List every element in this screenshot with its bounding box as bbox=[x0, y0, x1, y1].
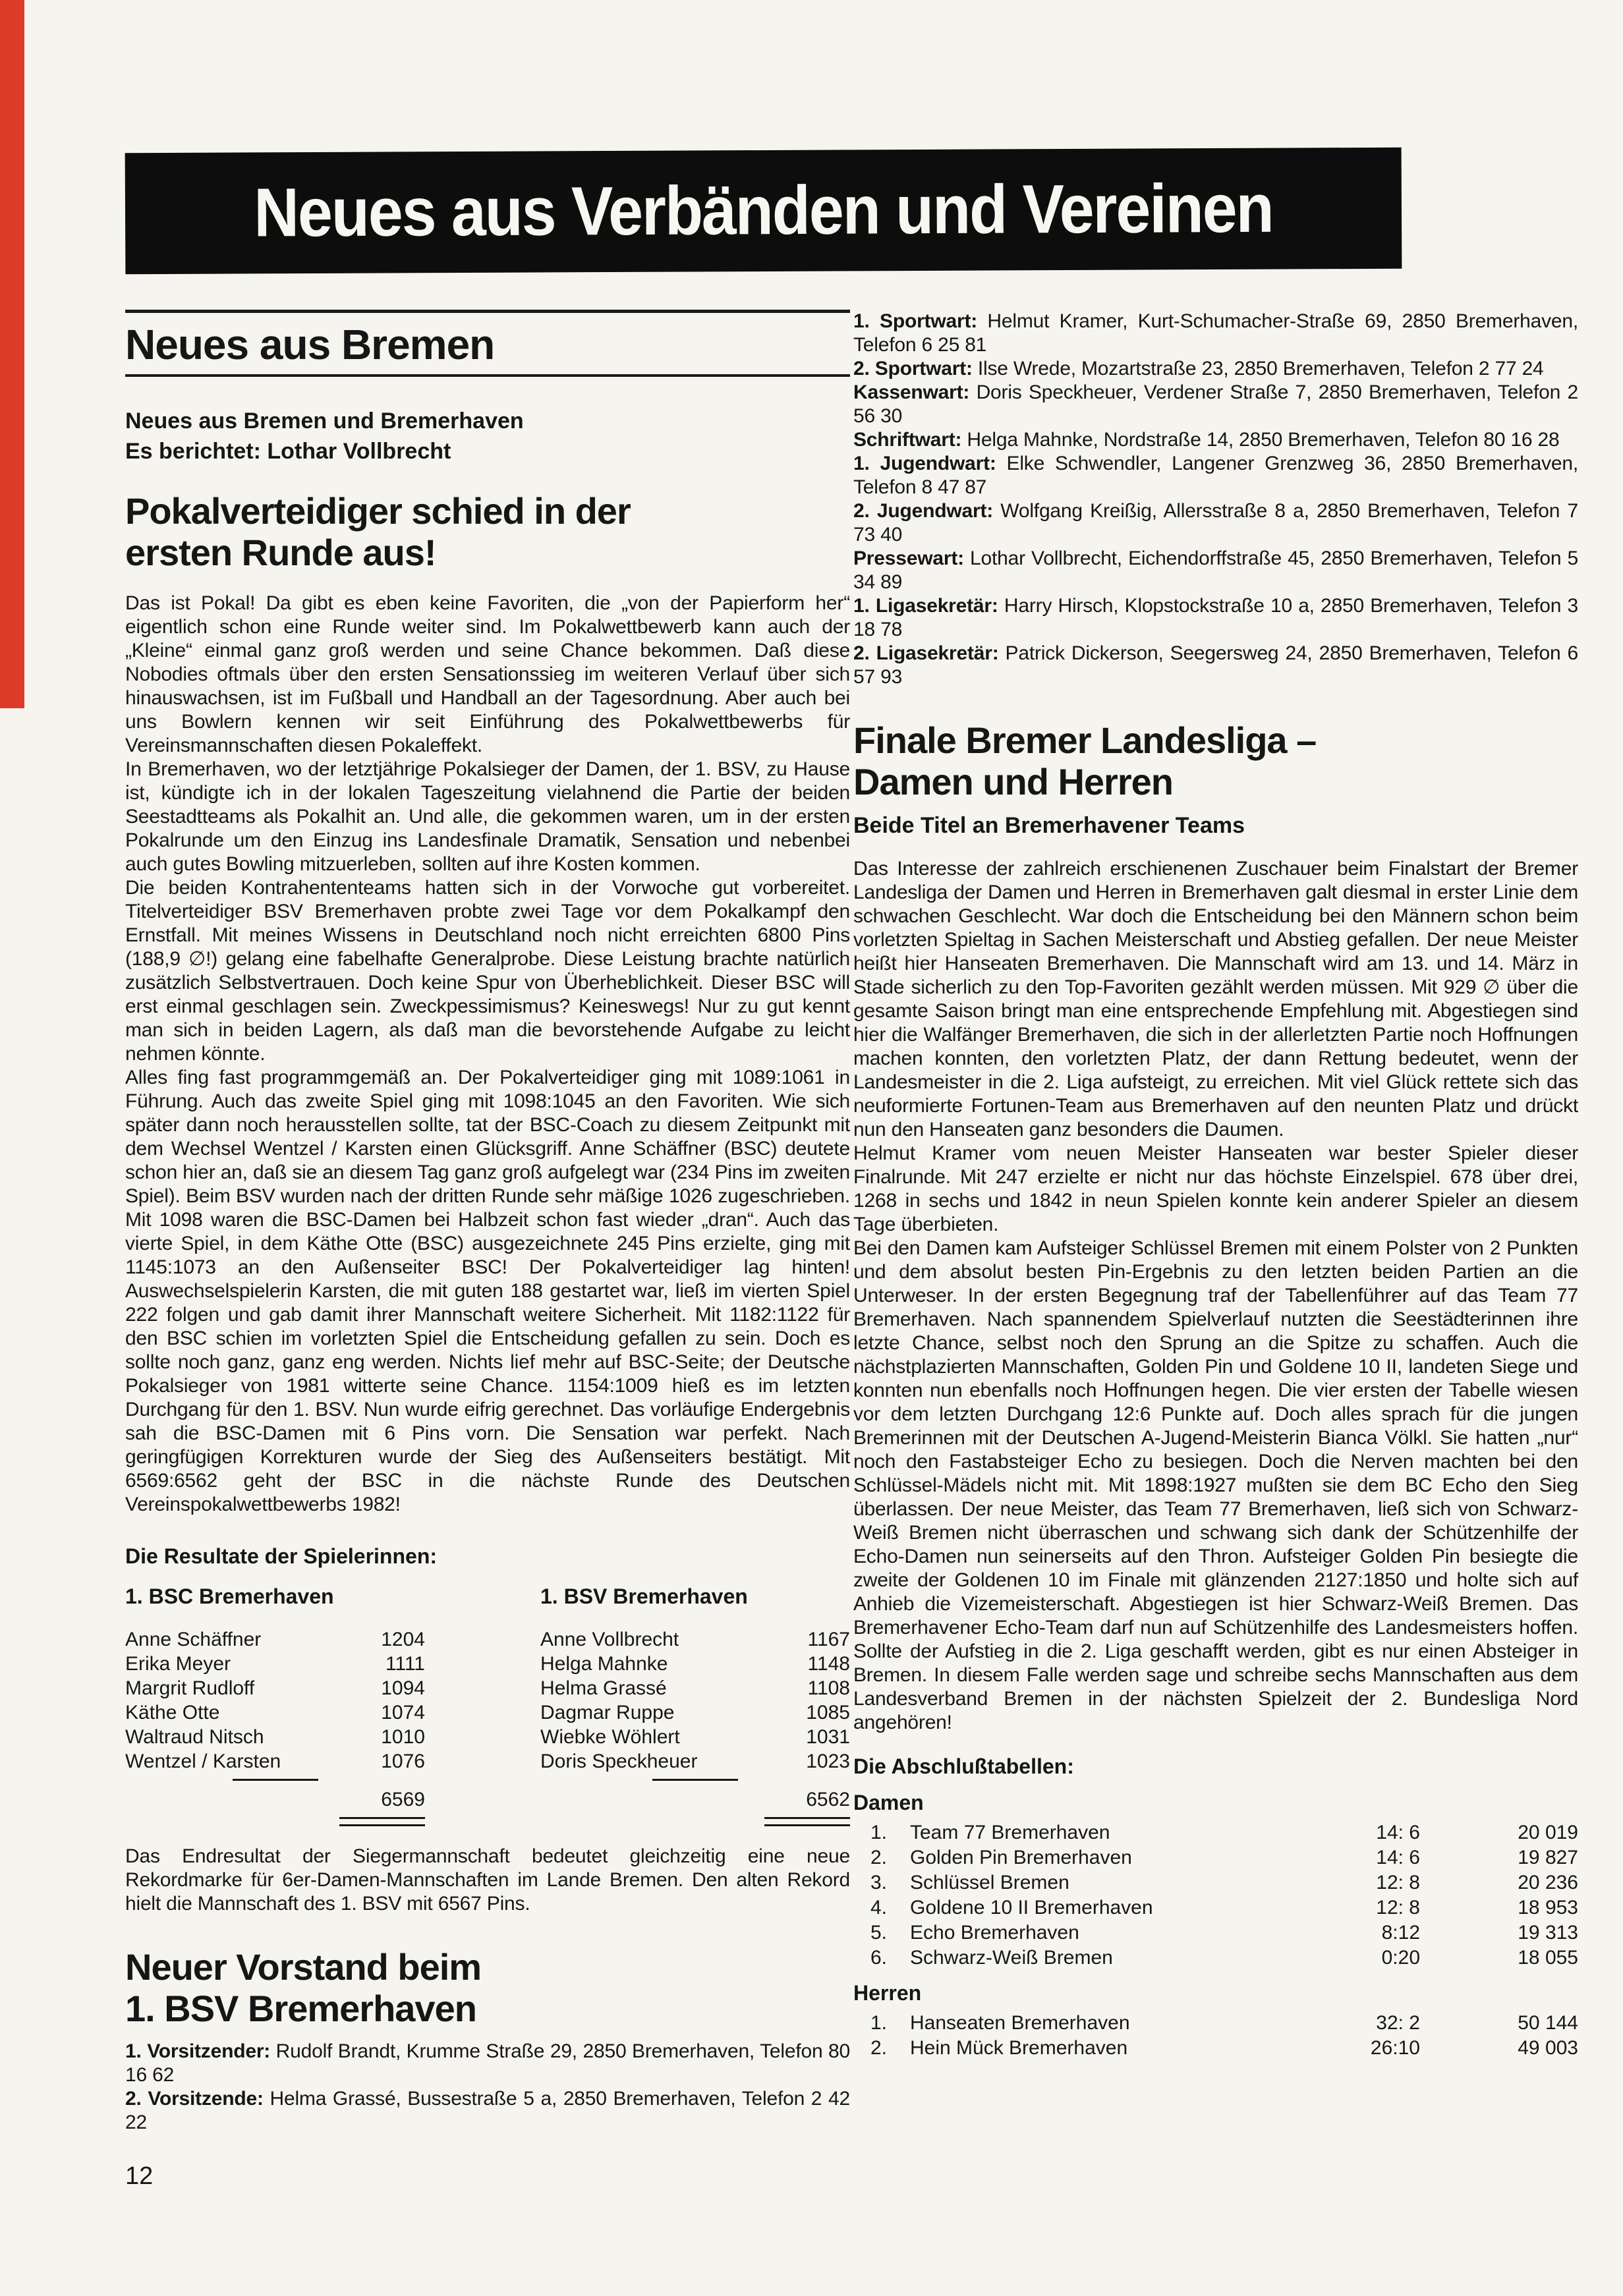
standings-pos: 2. bbox=[870, 2037, 888, 2059]
results-table-bsc bbox=[125, 1584, 425, 1826]
kicker-region: Neues aus Bremen und Bremerhaven bbox=[125, 408, 524, 434]
results-table-bsv bbox=[540, 1584, 850, 1826]
board-role: 1. Vorsitzender: bbox=[125, 2040, 271, 2063]
player-name: Käthe Otte bbox=[125, 1702, 220, 1724]
standings-pos: 1. bbox=[870, 2012, 888, 2034]
player-pins: 1085 bbox=[806, 1702, 850, 1724]
standings-pos: 3. bbox=[870, 1872, 888, 1893]
article1-headline bbox=[125, 490, 850, 573]
article2-headline bbox=[125, 1946, 850, 2029]
standings-row bbox=[853, 2011, 1578, 2036]
results-note bbox=[125, 1845, 850, 1916]
body-paragraph: Das ist Pokal! Da gibt es eben keine Favoriten, die „von der Papierform her“ eigentlich schon eine Runde weiter sind. Im Pokalwettbewerb kann auch der „Kleine“ einmal ganz groß werden und seine Chance bekommen. Daß diese Nobodies oftmals über den ersten Sensationssieg im weiteren Verlauf über sich hinauswachsen, ist im Fußball und Handball an der Tagesordnung. Aber auch bei uns Bowlern kennen wir seit Einführung des Pokalwettbewerbs für Vereinsmannschaften diesen Pokaleffekt. bbox=[125, 592, 850, 757]
player-pins: 1148 bbox=[807, 1653, 850, 1675]
official-role: 1. Jugendwart: bbox=[853, 453, 996, 474]
finale-headline bbox=[853, 719, 1578, 802]
standings-points: 8:12 bbox=[1381, 1922, 1420, 1944]
standings-pins: 50 144 bbox=[1518, 2012, 1578, 2034]
standings-team: Team 77 Bremerhaven bbox=[910, 1822, 1110, 1843]
body-paragraph: Das Interesse der zahlreich erschienenen Zuschauer beim Finalstart der Bremer Landesliga der Damen und Herren in Bremerhaven galt diesmal in erster Linie dem schwachen Geschlecht. War doch die Entscheidung bei den Männern schon beim vorletzten Spieltag in Sachen Meisterschaft und Abstieg gefallen. Der neue Meister heißt hier Hanseaten Bremerhaven. Die Mannschaft wird am 13. und 14. März in Stade sicherlich zu den Top-Favoriten gezählt werden müssen. Mit 929 ∅ über die gesamte Saison bringt man eine entsprechende Empfehlung mit. Abgestiegen sind hier die Walfänger Bremerhaven, die sich in der allerletzten Partie noch Hoffnungen machen konnten, den vorletzten Platz, der dann Rettung bedeutet, wenn der Landesmeister in die 2. Liga aufsteigt, zu erreichen. Mit viel Glück rettete sich das neuformierte Fortunen-Team aus Bremerhaven auf den neunten Platz und drückt nun den Hanseaten ganz besonders die Daumen. bbox=[853, 858, 1578, 1140]
player-row bbox=[540, 1725, 850, 1749]
player-row bbox=[125, 1700, 425, 1725]
board-entries bbox=[125, 2040, 850, 2135]
standings-points: 0:20 bbox=[1381, 1947, 1420, 1969]
standings-pins: 19 313 bbox=[1518, 1922, 1578, 1944]
standings-pins: 18 953 bbox=[1518, 1897, 1578, 1918]
player-row bbox=[540, 1627, 850, 1652]
player-name: Wiebke Wöhlert bbox=[540, 1726, 680, 1749]
official-detail: Doris Speckheuer, Verdener Straße 7, 2850 Bremerhaven, Telefon 2 56 30 bbox=[853, 381, 1578, 427]
standings-pins: 49 003 bbox=[1518, 2037, 1578, 2059]
standings-pos: 2. bbox=[870, 1847, 888, 1868]
standings-team: Hanseaten Bremerhaven bbox=[910, 2012, 1130, 2034]
finale-body bbox=[853, 857, 1578, 1735]
standings-pins: 18 055 bbox=[1518, 1947, 1578, 1969]
team-total-row bbox=[125, 1787, 425, 1812]
rule-below-section-title bbox=[125, 374, 850, 377]
player-name: Helga Mahnke bbox=[540, 1653, 668, 1675]
page-number: 12 bbox=[125, 2162, 154, 2190]
player-name: Dagmar Ruppe bbox=[540, 1702, 675, 1724]
standings-points: 32: 2 bbox=[1376, 2012, 1420, 2034]
official-role: 1. Ligasekretär: bbox=[853, 595, 998, 617]
official-role: Pressewart: bbox=[853, 547, 964, 569]
left-edge-red-stripe bbox=[0, 0, 24, 708]
standings-points: 26:10 bbox=[1370, 2037, 1420, 2059]
results-table-bsc-header: 1. BSC Bremerhaven bbox=[125, 1584, 334, 1609]
player-name: Margrit Rudloff bbox=[125, 1677, 255, 1700]
article2-headline-line2: 1. BSV Bremerhaven bbox=[125, 1988, 476, 2030]
player-row bbox=[540, 1700, 850, 1725]
body-paragraph: Helmut Kramer vom neuen Meister Hanseaten war bester Spieler dieser Finalrunde. Mit 247 erzielte er nicht nur das höchste Einzelspiel. 678 über drei, 1268 in sechs und 1842 in neun Spielen konnte kein anderer Spieler an diesem Tage überbieten. bbox=[853, 1142, 1578, 1235]
standings-pos: 4. bbox=[870, 1897, 888, 1918]
total-rule bbox=[233, 1779, 318, 1781]
official-entry bbox=[853, 310, 1578, 357]
official-detail: Elke Schwendler, Langener Grenzweg 36, 2850 Bremerhaven, Telefon 8 47 87 bbox=[853, 453, 1578, 498]
official-role: 2. Jugendwart: bbox=[853, 500, 994, 522]
standings-points: 14: 6 bbox=[1376, 1847, 1420, 1868]
rule-above-section-title bbox=[125, 310, 850, 313]
standings-row bbox=[853, 1946, 1578, 1971]
official-entry bbox=[853, 642, 1578, 689]
official-role: 1. Sportwart: bbox=[853, 310, 978, 332]
official-entry bbox=[853, 452, 1578, 499]
total-double-rule bbox=[339, 1817, 425, 1826]
official-entry bbox=[853, 499, 1578, 547]
player-name: Waltraud Nitsch bbox=[125, 1726, 264, 1749]
finale-headline-line2: Damen und Herren bbox=[853, 761, 1173, 802]
results-heading: Die Resultate der Spielerinnen: bbox=[125, 1544, 438, 1569]
standings-points: 14: 6 bbox=[1376, 1822, 1420, 1843]
player-row bbox=[540, 1676, 850, 1700]
standings-points: 12: 8 bbox=[1376, 1872, 1420, 1893]
finale-headline-line1: Finale Bremer Landesliga – bbox=[853, 719, 1317, 761]
player-name: Anne Schäffner bbox=[125, 1629, 262, 1651]
board-detail: Rudolf Brandt, Krumme Straße 29, 2850 Bremerhaven, Telefon 80 16 62 bbox=[125, 2040, 850, 2086]
player-row bbox=[125, 1749, 425, 1774]
standings-pos: 1. bbox=[870, 1822, 888, 1843]
player-pins: 1023 bbox=[806, 1750, 850, 1773]
player-row bbox=[125, 1652, 425, 1676]
player-pins: 1108 bbox=[807, 1677, 850, 1700]
official-role: Kassenwart: bbox=[853, 381, 970, 403]
player-pins: 1204 bbox=[381, 1629, 425, 1651]
board-entry bbox=[125, 2040, 850, 2087]
article1-body bbox=[125, 592, 850, 1517]
player-row bbox=[540, 1652, 850, 1676]
standings-row bbox=[853, 1870, 1578, 1895]
total-rule bbox=[652, 1779, 738, 1781]
standings-points: 12: 8 bbox=[1376, 1897, 1420, 1918]
article2-headline-line1: Neuer Vorstand beim bbox=[125, 1946, 482, 1988]
player-row bbox=[125, 1627, 425, 1652]
official-detail: Patrick Dickerson, Seegersweg 24, 2850 Bremerhaven, Telefon 6 57 93 bbox=[853, 642, 1578, 688]
official-entry bbox=[853, 381, 1578, 428]
team-total: 6569 bbox=[381, 1789, 425, 1811]
article1-headline-line2: ersten Runde aus! bbox=[125, 532, 436, 574]
left-column bbox=[125, 310, 850, 2135]
body-paragraph: Das Endresultat der Siegermannschaft bedeutet gleichzeitig eine neue Rekordmarke für 6er-Damen-Mannschaften im Lande Bremen. Den alten Rekord hielt die Mannschaft des 1. BSV mit 6567 Pins. bbox=[125, 1845, 850, 1915]
standings-team: Goldene 10 II Bremerhaven bbox=[910, 1897, 1153, 1918]
player-row bbox=[125, 1725, 425, 1749]
player-name: Anne Vollbrecht bbox=[540, 1629, 679, 1651]
results-table-bsv-header: 1. BSV Bremerhaven bbox=[540, 1584, 748, 1609]
player-name: Wentzel / Karsten bbox=[125, 1750, 281, 1773]
standings-pins: 20 236 bbox=[1518, 1872, 1578, 1893]
standings-damen-table bbox=[853, 1820, 1578, 1971]
official-detail: Wolfgang Kreißig, Allersstraße 8 a, 2850 Bremerhaven, Telefon 7 73 40 bbox=[853, 500, 1578, 546]
player-pins: 1094 bbox=[381, 1677, 425, 1700]
standings-team: Schwarz-Weiß Bremen bbox=[910, 1947, 1113, 1969]
finale-subhead: Beide Titel an Bremerhavener Teams bbox=[853, 813, 1245, 838]
player-row bbox=[125, 1676, 425, 1700]
standings-herren-table bbox=[853, 2011, 1578, 2061]
official-entry bbox=[853, 357, 1578, 381]
player-pins: 1111 bbox=[385, 1653, 425, 1675]
team-total-row bbox=[540, 1787, 850, 1812]
player-name: Helma Grassé bbox=[540, 1677, 667, 1700]
standings-row bbox=[853, 1920, 1578, 1946]
body-paragraph: Alles fing fast programmgemäß an. Der Pokalverteidiger ging mit 1089:1061 in Führung. Auch das zweite Spiel ging mit 1098:1045 an den Favoriten. Wie sich später dann noch herausstellen sollte, tat der BSC-Coach zu diesem Zeitpunkt mit dem Wechsel Wentzel / Karsten einen Glücksgriff. Anne Schäffner (BSC) deutete schon hier an, daß sie an diesem Tag ganz groß aufgelegt war (234 Pins im zweiten Spiel). Beim BSV wurden nach der dritten Runde sehr mäßige 1026 zugeschrieben. Mit 1098 waren die BSC-Damen bei Halbzeit schon fast wieder „dran“. Auch das vierte Spiel, in dem Käthe Otte (BSC) ausgezeichnete 245 Pins erzielte, ging mit 1145:1073 an den Außenseiter BSC! Der Pokalverteidiger lag hinten! Auswechselspielerin Karsten, die mit guten 188 gestartet war, ließ im vierten Spiel 222 folgen und gab damit ihrer Mannschaft weitere Sicherheit. Mit 1182:1122 für den BSC schien im vorletzten Spiel die Entscheidung gefallen zu sein. Doch es sollte noch ganz, ganz eng werden. Nichts lief mehr auf BSC-Seite; der Deutsche Pokalsieger von 1981 witterte seine Chance. 1154:1009 hieß es im letzten Durchgang für den 1. BSV. Nun wurde eifrig gerechnet. Das vorläufige Endergebnis sah die BSC-Damen mit 6 Pins vorn. Die Sensation war perfekt. Nach geringfügigen Korrekturen wurde der Sieg des Außenseiters bestätigt. Mit 6569:6562 geht der BSC in die nächste Runde des Deutschen Vereinspokalwettbewerbs 1982! bbox=[125, 1067, 850, 1516]
player-pins: 1076 bbox=[381, 1750, 425, 1773]
standings-team: Golden Pin Bremerhaven bbox=[910, 1847, 1132, 1868]
standings-team: Echo Bremerhaven bbox=[910, 1922, 1079, 1944]
player-pins: 1010 bbox=[381, 1726, 425, 1749]
official-entry bbox=[853, 428, 1578, 452]
player-pins: 1167 bbox=[807, 1629, 850, 1651]
standings-damen-label: Damen bbox=[853, 1791, 924, 1814]
official-detail: Helmut Kramer, Kurt-Schumacher-Straße 69, 2850 Bremerhaven, Telefon 6 25 81 bbox=[853, 310, 1578, 356]
standings-heading: Die Abschlußtabellen: bbox=[853, 1754, 1074, 1778]
banner-title: Neues aus Verbänden und Vereinen bbox=[254, 169, 1273, 252]
board-role: 2. Vorsitzende: bbox=[125, 2088, 264, 2110]
official-entry bbox=[853, 547, 1578, 594]
player-name: Doris Speckheuer bbox=[540, 1750, 698, 1773]
results-tables bbox=[125, 1584, 850, 1826]
section-banner bbox=[125, 148, 1402, 274]
official-detail: Lothar Vollbrecht, Eichendorffstraße 45, 2850 Bremerhaven, Telefon 5 34 89 bbox=[853, 547, 1578, 593]
player-name: Erika Meyer bbox=[125, 1653, 231, 1675]
right-column bbox=[853, 310, 1578, 2061]
player-pins: 1031 bbox=[806, 1726, 850, 1749]
standings-team: Hein Mück Bremerhaven bbox=[910, 2037, 1128, 2059]
standings-pos: 6. bbox=[870, 1947, 888, 1969]
official-entry bbox=[853, 594, 1578, 642]
official-detail: Harry Hirsch, Klopstockstraße 10 a, 2850 Bremerhaven, Telefon 3 18 78 bbox=[853, 595, 1578, 640]
standings-row bbox=[853, 2036, 1578, 2061]
player-row bbox=[540, 1749, 850, 1774]
body-paragraph: Bei den Damen kam Aufsteiger Schlüssel Bremen mit einem Polster von 2 Punkten und dem absolut besten Pin-Ergebnis zu den letzten beiden Partien an die Unterweser. In der ersten Begegnung traf der Tabellenführer auf das Team 77 Bremerhaven. Nach spannendem Spielverlauf nutzten die Seestädterinnen ihre letzte Chance, selbst noch den Sprung an die Spitze zu schaffen. Auch die nächstplazierten Mannschaften, Golden Pin und Goldene 10 II, landeten Siege und konnten nun ebenfalls noch Hoffnungen hegen. Die vier ersten der Tabelle wiesen vor dem letzten Durchgang 12:6 Punkte auf. Doch alles sprach für die jungen Bremerinnen mit der Deutschen A-Jugend-Meisterin Bianca Völkl. Sie hatten „nur“ noch den Fastabsteiger Echo zu besiegen. Doch die Nerven machten bei den Schlüssel-Mädels nicht mit. Mit 1898:1927 mußten sie dem BC Echo den Sieg überlassen. Der neue Meister, das Team 77 Bremerhaven, ließ sich von Schwarz-Weiß Bremen nicht überraschen und schwang sich dank der Schützenhilfe der Echo-Damen nun seinerseits auf den Thron. Aufsteiger Golden Pin besiegte die zweite der Goldenen 10 im Finale mit glänzenden 2127:1850 und holte sich auf Anhieb die Vizemeisterschaft. Abgestiegen ist hier Schwarz-Weiß Bremen. Das Bremerhavener Echo-Team darf nun auf Schützenhilfe des Landesmeisters hoffen. Sollte der Aufstieg in die 2. Liga geschafft werden, gibt es nur einen Absteiger in Bremen. In diesem Falle werden sage und schreibe sechs Mannschaften aus dem Landesverband Bremen in der nächsten Spielzeit der 2. Bundesliga Nord angehören! bbox=[853, 1237, 1578, 1733]
standings-team: Schlüssel Bremen bbox=[910, 1872, 1069, 1893]
article1-headline-line1: Pokalverteidiger schied in der bbox=[125, 490, 631, 532]
official-role: 2. Sportwart: bbox=[853, 358, 973, 379]
officials-list bbox=[853, 310, 1578, 689]
official-role: 2. Ligasekretär: bbox=[853, 642, 999, 664]
standings-herren-label: Herren bbox=[853, 1981, 922, 2005]
official-detail: Helga Mahnke, Nordstraße 14, 2850 Bremerhaven, Telefon 80 16 28 bbox=[961, 429, 1560, 451]
standings-row bbox=[853, 1895, 1578, 1920]
board-detail: Helma Grassé, Bussestraße 5 a, 2850 Bremerhaven, Telefon 2 42 22 bbox=[125, 2088, 850, 2134]
body-paragraph: In Bremerhaven, wo der letztjährige Pokalsieger der Damen, der 1. BSV, zu Hause ist, kündigte ich in der lokalen Tageszeitung vielahnend die Partie der beiden Seestadtteams als Pokalhit an. Und alle, die gekommen waren, um in der ersten Pokalrunde um den Einzug ins Landesfinale Dramatik, Sensation und nebenbei auch gutes Bowling mitzuerleben, sollten auf ihre Kosten kommen. bbox=[125, 758, 850, 876]
total-double-rule bbox=[764, 1817, 850, 1826]
body-paragraph: Die beiden Kontrahententeams hatten sich in der Vorwoche gut vorbereitet. Titelverteidiger BSV Bremerhaven probte zwei Tage vor dem Pokalkampf den Ernstfall. Mit meines Wissens in Deutschland noch nicht erreichten 6800 Pins (188,9 ∅!) gelang eine fabelhafte Generalprobe. Diese Leistung brachte natürlich zusätzlich Selbstvertrauen. Doch keine Spur von Überheblichkeit. Dieser BSC will erst einmal geschlagen sein. Zweckpessimismus? Keineswegs! Nur zu gut kennt man sich in beiden Lagern, als daß man die bevorstehende Aufgabe zu leicht nehmen könnte. bbox=[125, 877, 850, 1065]
team-total: 6562 bbox=[806, 1789, 850, 1811]
official-role: Schriftwart: bbox=[853, 429, 962, 451]
standings-pins: 19 827 bbox=[1518, 1847, 1578, 1868]
standings-pins: 20 019 bbox=[1518, 1822, 1578, 1843]
standings-row bbox=[853, 1820, 1578, 1845]
player-pins: 1074 bbox=[381, 1702, 425, 1724]
standings-pos: 5. bbox=[870, 1922, 888, 1944]
official-detail: Ilse Wrede, Mozartstraße 23, 2850 Bremerhaven, Telefon 2 77 24 bbox=[972, 358, 1544, 379]
section-title-bremen: Neues aus Bremen bbox=[125, 321, 495, 368]
standings-row bbox=[853, 1845, 1578, 1870]
board-entry bbox=[125, 2087, 850, 2135]
kicker-author: Es berichtet: Lothar Vollbrecht bbox=[125, 439, 451, 464]
